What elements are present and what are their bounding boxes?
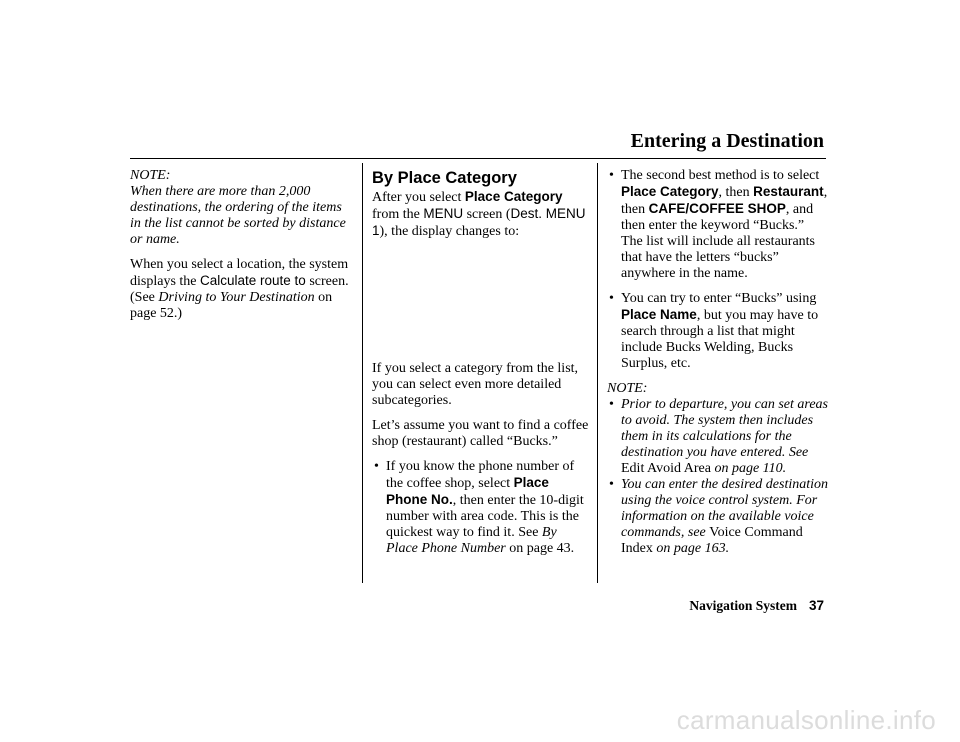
text-run: , then (718, 185, 754, 200)
screen-name: Dest. MENU 1 (372, 206, 586, 238)
list-item (607, 291, 829, 372)
cross-reference: By Place Phone Number (386, 525, 557, 556)
bullet-icon: • (374, 459, 379, 474)
page-header-title: Entering a Destination (630, 130, 824, 152)
note-list (607, 397, 829, 557)
text-run: If you know the phone number of the coffee shop, select (386, 459, 575, 491)
note-text: Prior to departure, you can set areas to avoid. The system then includes them in its calculations for the destination you have entered. See (621, 397, 828, 460)
button-name: Place Category (464, 189, 563, 204)
text-run: , but you may have to search through a list that might include Bucks Welding, Bucks Surplus, etc. (621, 308, 819, 371)
cross-reference: Edit Avoid Area (621, 461, 711, 476)
column-left (130, 168, 355, 331)
column-divider-left (362, 163, 363, 583)
note-label: NOTE: (607, 381, 648, 396)
text-run: ), the display changes to: (379, 224, 520, 239)
note-text: When there are more than 2,000 destinations, the ordering of the items in the list cannot be sorted by distance or name. (130, 184, 346, 247)
text-run: on page 43. (505, 541, 575, 556)
text-run: from the (372, 207, 424, 222)
button-name: Place Category (621, 184, 719, 199)
note-text: You can enter the desired destination using the voice control system. For information on the available voice commands, see (621, 477, 828, 540)
watermark: carmanualsonline.info (676, 705, 936, 735)
cross-reference: Driving to Your Destination (158, 290, 315, 305)
bullet-icon: • (609, 291, 614, 306)
bullet-icon: • (609, 477, 614, 492)
button-name: Place Name (621, 307, 697, 322)
screen-name: MENU (423, 206, 464, 221)
text-run: You can try to enter “Bucks” using (621, 291, 817, 306)
list-item (607, 477, 829, 557)
button-name: Restaurant (753, 184, 824, 199)
note-label-paragraph (607, 381, 829, 397)
header-rule (130, 158, 826, 159)
note-label: NOTE: (130, 168, 171, 183)
image-placeholder-space (372, 249, 590, 361)
list-item (607, 397, 829, 477)
text-run: , then enter the 10-digit number with area code. This is the quickest way to find it. See (386, 493, 584, 540)
text-run: The second best method is to select (621, 168, 820, 183)
page-footer (689, 598, 824, 614)
screen-name: Calculate route to (200, 273, 306, 288)
example-paragraph: Let’s assume you want to find a coffee shop (restaurant) called “Bucks.” (372, 418, 589, 449)
note-block (130, 168, 355, 248)
button-name: Place Phone No. (386, 475, 549, 507)
list-item (607, 168, 829, 282)
section-heading: By Place Category (372, 169, 517, 187)
cross-reference: Voice Command Index (621, 525, 803, 556)
note-text: on page 110. (710, 461, 787, 476)
text-run: on page 52.) (130, 290, 333, 321)
bullet-icon: • (609, 397, 614, 412)
text-run: When you select a location, the system displays the (130, 257, 349, 289)
text-run: , and then enter the keyword “Bucks.” The list will include all restaurants that have the letters “bucks” anywhere in the name. (621, 202, 816, 281)
column-middle (372, 168, 590, 566)
note-text: on page 163. (652, 541, 730, 556)
button-name: CAFE/COFFEE SHOP (648, 201, 786, 216)
intro-paragraph (372, 189, 590, 240)
text-run: , then (621, 185, 828, 217)
text-run: screen. (See (130, 274, 349, 305)
text-run: screen ( (463, 207, 511, 222)
bullet-list (372, 459, 590, 557)
bullet-icon: • (609, 168, 614, 183)
page-number: 37 (808, 598, 824, 613)
column-right (607, 168, 829, 566)
footer-label: Navigation System (689, 598, 797, 613)
list-item (372, 459, 590, 557)
text-run: After you select (372, 190, 465, 205)
calculate-route-paragraph (130, 257, 355, 322)
column-divider-right (597, 163, 598, 583)
subcategory-paragraph: If you select a category from the list, you can select even more detailed subcategories. (372, 361, 579, 408)
bullet-list (607, 168, 829, 372)
